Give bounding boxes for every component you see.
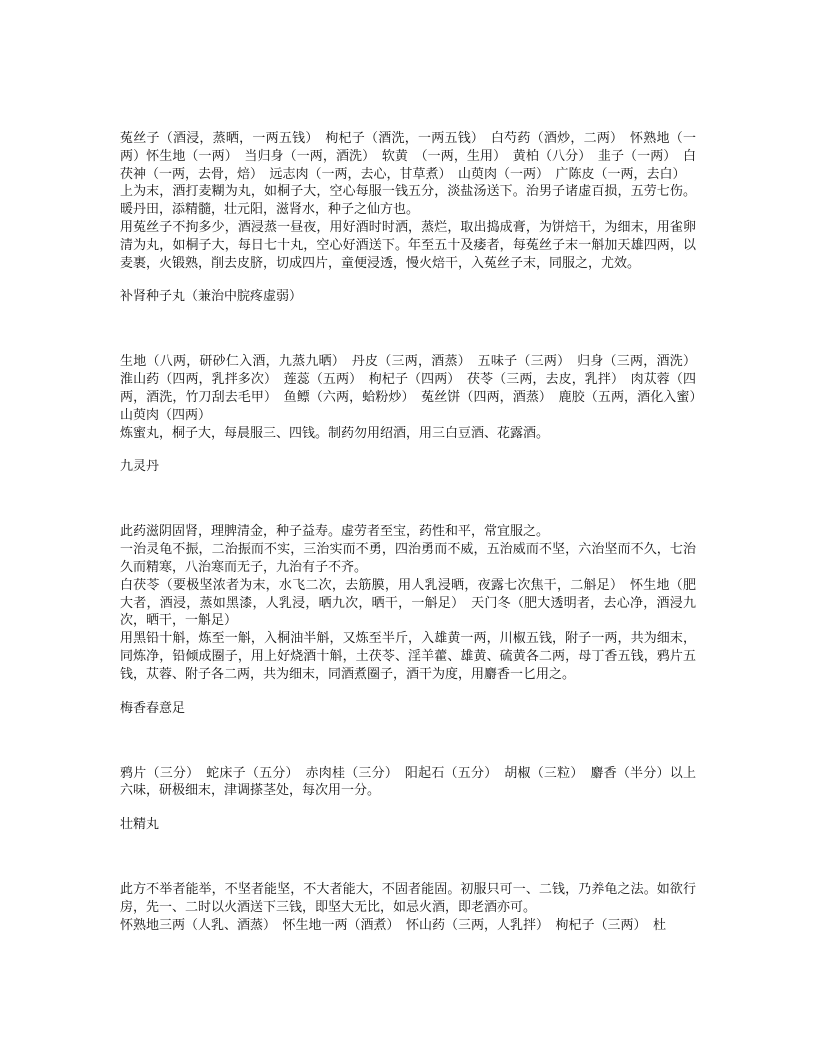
ingredient-list-paragraph: 白茯苓（要极坚浓者为末，水飞二次，去筋膜，用人乳浸晒，夜露七次焦干，二斛足） 怀生地（肥大者，酒浸，蒸如黑漆，人乳浸，晒九次，晒干，一斛足） 天门冬（肥大透明者，去心净，酒浸九次，晒干，一斛足） <box>120 577 696 629</box>
preparation-paragraph: 炼蜜丸，桐子大，每晨服三、四钱。制药勿用绍酒，用三白豆酒、花露酒。 <box>120 425 550 441</box>
section-heading: 梅香春意足 <box>120 700 186 716</box>
ingredient-list-paragraph: 菟丝子（酒浸，蒸晒，一两五钱） 枸杞子（酒洗，一两五钱） 白芍药（酒炒，二两） 怀熟地（一两）怀生地（一两） 当归身（一两，酒洗） 软黄 （一两，生用） 黄柏（八分） 韭子（一两） 白茯神（一两，去骨，焙） 远志肉（一两，去心，甘草煮） 山萸肉（一两） 广陈皮（一两，去白） <box>120 131 696 182</box>
document-page <box>120 130 696 935</box>
section-heading: 壮精丸 <box>120 817 160 833</box>
ingredient-list-paragraph: 生地（八两，研砂仁入酒，九蒸九晒） 丹皮（三两，酒蒸） 五味子（三两） 归身（三两，酒洗）淮山药（四两，乳拌多次） 莲蕊（五两） 枸杞子（四两） 茯苓（三两，去皮，乳拌） 肉苁蓉（四两，酒洗，竹刀刮去毛甲） 鱼鳔（六两，蛤粉炒） 菟丝饼（四两，酒蒸） 鹿胶（五两，酒化入蜜）山萸肉（四两） <box>120 354 696 423</box>
section-heading: 九灵丹 <box>120 459 160 475</box>
description-paragraph: 此药滋阴固肾，理脾清金，种子益寿。虚劳者至宝，药性和平，常宜服之。 <box>120 524 550 540</box>
section-heading: 补肾种子丸（兼治中脘疼虚弱） <box>120 289 303 305</box>
method-paragraph: 用菟丝子不拘多少，酒浸蒸一昼夜，用好酒时时洒，蒸烂，取出捣成膏，为饼焙干，为细末，用雀卵清为丸，如桐子大，每日七十丸，空心好酒送下。年至五十及痿者，每菟丝子末一斛加天雄四两，以麦裹，火锻熟，削去皮脐，切成四片，童便浸透，慢火焙干，入菟丝子末，同服之，尤效。 <box>120 219 696 271</box>
section-meixiang-chunyi-zu <box>120 684 696 801</box>
description-paragraph: 此方不举者能举，不坚者能坚，不大者能大，不固者能固。初服只可一、二钱，乃养龟之法。如欲行房，先一、二时以火酒送下三钱，即坚大无比，如忌火酒，即老酒亦可。 <box>120 882 696 915</box>
method-paragraph: 用黑铅十斛，炼至一斛，入桐油半斛，又炼至半斤，入雄黄一两，川椒五钱，附子一两，共为细末，同炼净，铅倾成圈子，用上好烧酒十斛，土茯苓、淫羊藿、雄黄、硫黄各二两，母丁香五钱，鸦片五钱，苁蓉、附子各二两，共为细末，同酒煮圈子，酒干为度，用麝香一匕用之。 <box>120 631 696 682</box>
preparation-paragraph: 上为末，酒打麦糊为丸，如桐子大，空心每服一钱五分，淡盐汤送下。治男子诸虚百损，五劳七伤。暖丹田，添精髓，壮元阳，滋肾水，种子之仙方也。 <box>120 184 696 218</box>
ingredient-list-paragraph: 鸦片（三分） 蛇床子（五分） 赤肉桂（三分） 阳起石（五分） 胡椒（三粒） 麝香（半分）以上六味，研极细末，津调搽茎处，每次用一分。 <box>120 765 696 799</box>
section-zhuangjing-wan <box>120 800 696 934</box>
section-bushen-zhongzi-wan <box>120 272 696 442</box>
ingredient-list-paragraph: 怀熟地三两（人乳、酒蒸） 怀生地一两（酒煮） 怀山药（三两，人乳拌） 枸杞子（三两） 杜 <box>120 917 667 933</box>
section-jiuling-dan <box>120 442 696 683</box>
indications-paragraph: 一治灵龟不振，二治振而不实，三治实而不勇，四治勇而不威，五治威而不坚，六治坚而不久，七治久而精寒，八治寒而无子，九治有子不齐。 <box>120 542 696 575</box>
intro-section <box>120 130 696 272</box>
